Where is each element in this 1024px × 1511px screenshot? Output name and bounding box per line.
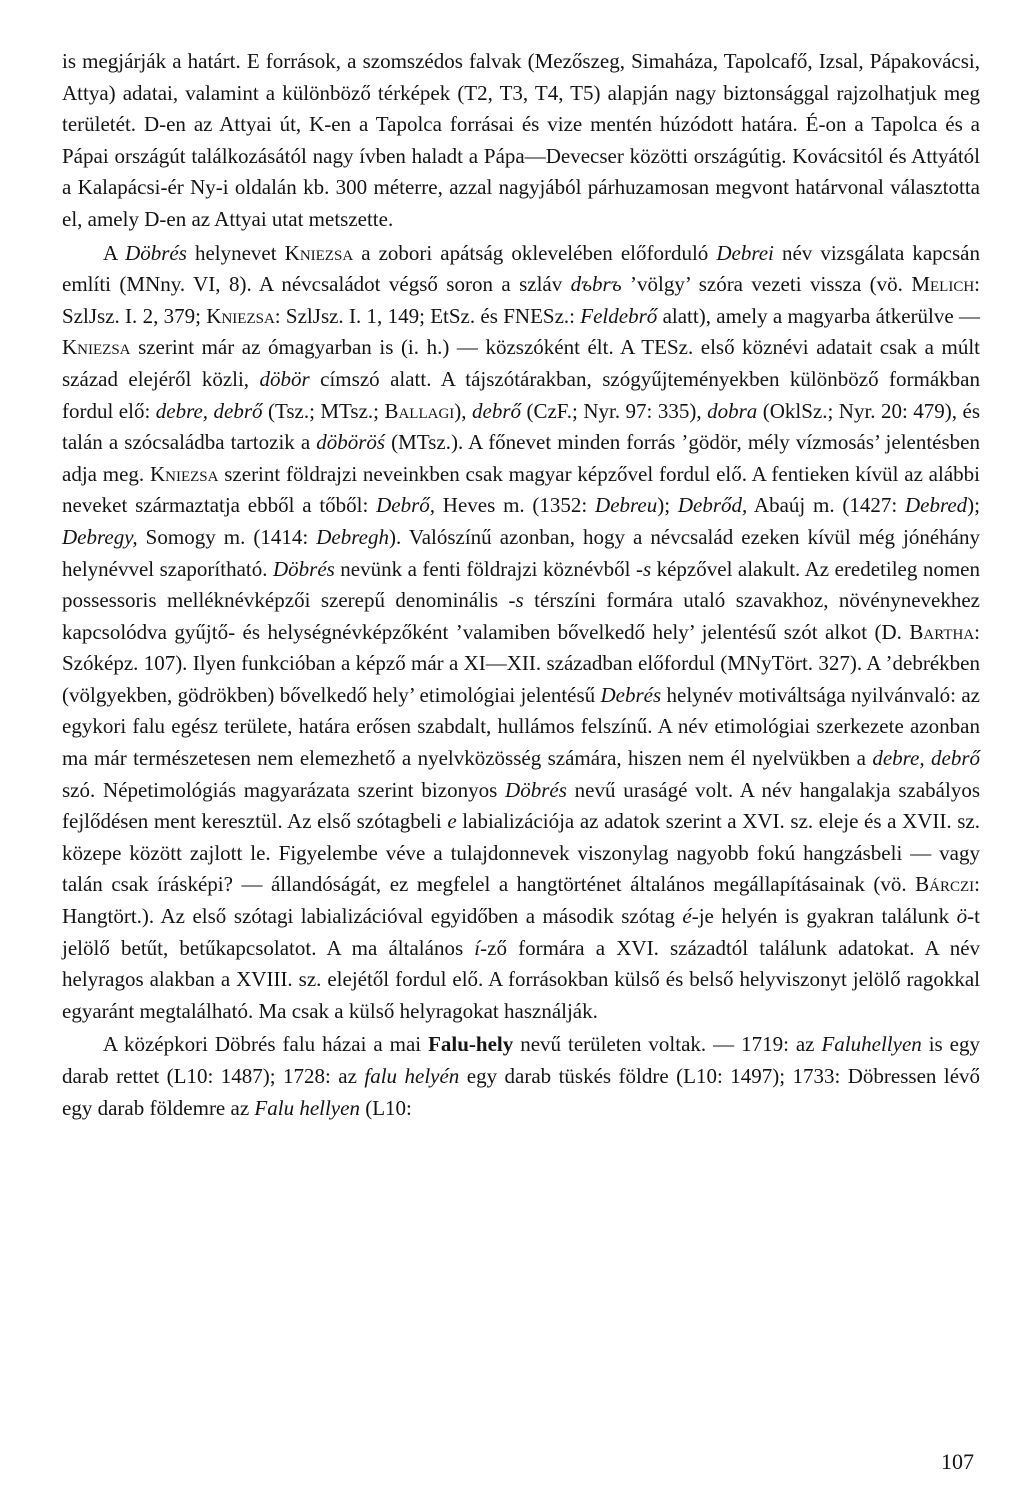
text-run: );	[657, 493, 678, 518]
body-text	[62, 46, 980, 1124]
text-run: -je helyén is gyakran találunk	[691, 904, 957, 929]
text-run-i: é	[682, 904, 692, 929]
text-run: (OklSz.; Nyr. 20: 479), és talán a szócsaládba tartozik a	[62, 398, 981, 455]
text-run: : Hangtört.). Az első szótagi labializációval egyidőben a második szótag	[62, 872, 980, 929]
text-run: nevű uraságé volt. A név hangalakja szabályos fejlődésen ment keresztül. Az első szótagbeli	[62, 777, 980, 834]
text-run: : SzlJsz. I. 1, 149; EtSz. és FNESz.:	[274, 303, 581, 328]
text-run: szó. Népetimológiás magyarázata szerint bizonyos	[62, 777, 506, 802]
text-run-sc: Bartha	[909, 619, 975, 644]
paragraph	[62, 238, 980, 1028]
text-run-sc: Melich	[911, 272, 975, 297]
text-run-i: debre, debrő	[872, 746, 980, 771]
text-run-sc: Kniezsa	[62, 335, 131, 360]
text-run: helynevet	[186, 240, 285, 265]
paragraph	[62, 1029, 980, 1124]
text-run: helynév motiváltsága nyilvánvaló: az egykori falu egész területe, határa erősen szabdalt, hullámos felszínű. A név etimológiai szerkezete azonban ma már természetesen nem elemezhető a nyelvközösség számára, hiszen nem él nyelvükben a	[62, 682, 980, 771]
text-run-sc: Kniezsa	[284, 240, 354, 265]
text-run-sc: Kniezsa	[149, 461, 219, 486]
text-run: nevű területen voltak. — 1719: az	[513, 1032, 822, 1057]
paragraph	[62, 46, 980, 236]
text-run-i: í	[474, 935, 481, 960]
text-run-sc: Ballagi	[384, 398, 455, 423]
text-run: (MTsz.). A főnevet minden forrás ’gödör, mély vízmosás’ jelentésben adja meg.	[62, 430, 980, 486]
text-run-i: Feldebrő	[580, 303, 658, 328]
text-run: is egy darab rettet (L10: 1487); 1728: az	[62, 1032, 981, 1088]
text-run-sc: Kniezsa	[206, 303, 275, 328]
text-run: térszíni formára utaló szavakhoz, növénynevekhez kapcsolódva gyűjtő- és helységnévképzőként ’valamiben bővelkedő hely’ jelentésű szót alkot (D.	[62, 588, 980, 644]
text-run: -t jelölő betűt, betűkapcsolatot. A ma általános	[62, 904, 980, 960]
text-run: labializációja az adatok szerint a XVI. sz. eleje és a XVII. sz. közepe között zajlott le. Figyelembe véve a tulajdonnevek viszonylag nagyobb fokú hangzásbeli — vagy talán csak írásképi? — állandóságát, ez megfelel a hangtörténet általános megállapításainak (vö.	[62, 809, 980, 897]
text-run: );	[967, 493, 980, 518]
text-run: képzővel alakult. Az eredetileg nomen possessoris melléknévképzői szerepű denominális	[62, 556, 980, 613]
text-run-i: Debrei	[716, 240, 774, 265]
text-run-i: Debrőd,	[677, 493, 748, 518]
text-run: Abaúj m. (1427:	[747, 493, 905, 518]
text-run-i: ö	[956, 904, 968, 929]
text-run-i: Debred	[904, 493, 968, 518]
text-run-i: döböröś	[316, 430, 386, 455]
text-run-i: Döbrés	[505, 777, 567, 802]
text-run-i: Debregh	[316, 524, 389, 549]
text-run: a zobori apátság oklevelében előforduló	[353, 240, 717, 265]
page-number: 107	[941, 1449, 974, 1474]
text-run-i: debrő	[472, 398, 521, 423]
text-run-i: debre, debrő	[155, 398, 263, 423]
text-run-i: dъbrъ	[570, 272, 622, 297]
text-run: szerint már az ómagyarban is (i. h.) — közszóként élt. A TESz. első köznévi adatait csak a múlt század elejéről közli,	[62, 335, 980, 391]
text-run: Somogy m. (1414:	[137, 524, 317, 549]
text-run: is megjárják a határt. E források, a szomszédos falvak (Mezőszeg, Simaháza, Tapolcafő, Izsal, Pápakovácsi, Attya) adatai, valamint a különböző térképek (T2, T3, T4, T5) alapján nagy biztonsággal rajzolhatjuk meg területét. D-en az Attyai út, K-en a Tapolca forrásai és vize mentén húzódott határa. É-on a Tapolca és a Pápai országút találkozásától nagy ívben haladt a Pápa—Devecser közötti országútig. Kovácsitól és Attyától a Kalapácsi-ér Ny-i oldalán kb. 300 méterre, azzal nagyjából párhuzamosan megvont határvonal választotta el, amely D-en az Attyai utat metszette.	[62, 49, 980, 231]
text-run: szerint földrajzi neveinkben csak magyar képzővel fordul elő. A fentieken kívül az alábbi neveket származtatja ebből a tőből:	[62, 461, 980, 518]
text-run-i: dobra	[707, 398, 758, 423]
text-run: (L10:	[359, 1095, 412, 1120]
text-run: : Szóképz. 107). Ilyen funkcióban a képző már a XI—XII. században előfordul (MNyTört. 327). A ’debrékben (völgyekben, gödrökben) bővelkedő hely’ etimológiai jelentésű	[62, 619, 980, 707]
text-run-b: Falu-hely	[428, 1032, 514, 1057]
text-run: egy darab tüskés földre (L10: 1497); 1733: Döbressen lévő egy darab földemre az	[62, 1064, 981, 1120]
text-run-i: -s	[635, 556, 652, 581]
text-run: A középkori Döbrés falu házai a mai	[103, 1032, 429, 1057]
text-run-i: Falu hellyen	[254, 1095, 360, 1120]
text-run: ’völgy’ szóra vezeti vissza (vö.	[621, 272, 912, 297]
text-run: (CzF.; Nyr. 97: 335),	[521, 398, 708, 423]
text-run-i: Faluhellyen	[821, 1032, 922, 1057]
text-run: (Tsz.; MTsz.;	[262, 398, 385, 423]
text-run: nevünk a fenti földrajzi köznévből	[334, 556, 636, 581]
text-run: alatt), amely a magyarba átkerülve —	[657, 303, 981, 328]
text-run: A	[103, 240, 126, 265]
text-run: név vizsgálata kapcsán említi (MNny. VI, 8). A névcsaládot végső soron a szláv	[62, 240, 980, 297]
text-run: ),	[454, 398, 472, 423]
text-run-i: Debrés	[600, 682, 662, 707]
text-run: -ző formára a XVI. századtól találunk adatokat. A név helyragos alakban a XVIII. sz. elejétől fordul elő. A forrásokban külső és belső helyviszonyt jelölő ragokkal egyaránt megtalálható. Ma csak a külső helyragokat használják.	[62, 935, 981, 1023]
text-run-i: Debregy,	[62, 524, 138, 549]
text-run-i: falu helyén	[364, 1064, 460, 1088]
text-run-i: Döbrés	[272, 556, 335, 581]
text-run: címszó alatt. A tájszótárakban, szógyűjteményekben különböző formákban fordul elő:	[62, 366, 980, 423]
text-run-sc: Bárczi	[915, 872, 975, 897]
text-run-i: -s	[508, 588, 524, 613]
text-run: ). Valószínű azonban, hogy a névcsalád ezeken kívül még jónéhány helynévvel szaporítható.	[62, 524, 980, 581]
text-run-i: e	[447, 809, 457, 834]
text-run-i: Debrő,	[376, 493, 436, 518]
text-run-i: döbör	[259, 366, 310, 391]
text-run: : SzlJsz. I. 2, 379;	[62, 272, 981, 328]
text-run-i: Döbrés	[125, 240, 187, 265]
text-run: Heves m. (1352:	[435, 493, 596, 518]
text-run-i: Debreu	[595, 493, 658, 518]
